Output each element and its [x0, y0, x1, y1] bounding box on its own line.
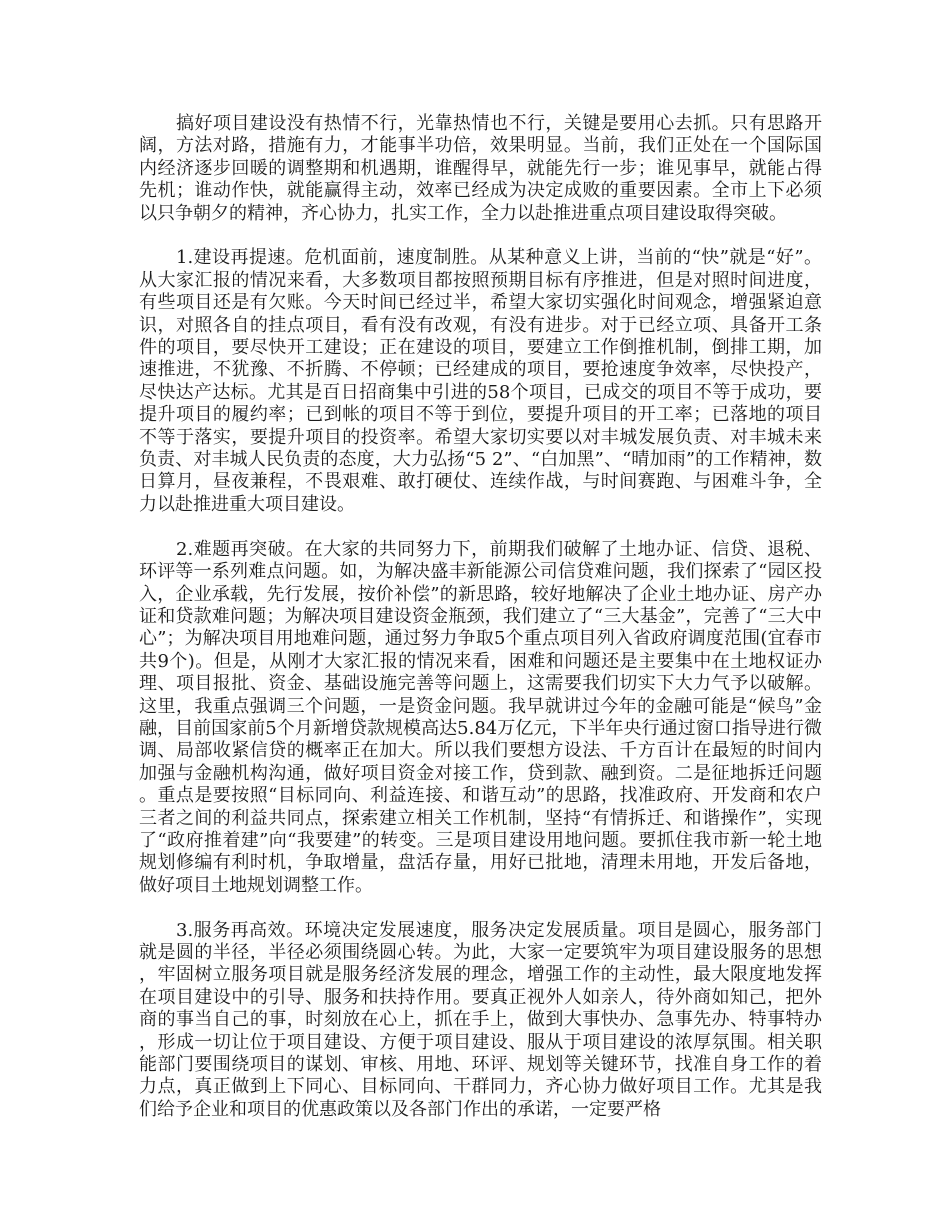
paragraph-intro: 搞好项目建设没有热情不行，光靠热情也不行，关键是要用心去抓。只有思路开阔，方法对路，措施有力，才能事半功倍，效果明显。当前，我们正处在一个国际国内经济逐步回暖的调整期和机遇期，谁醒得早，就能先行一步；谁见事早，就能占得先机；谁动作快，就能赢得主动，效率已经成为决定成败的重要因素。全市上下必须以只争朝夕的精神，齐心协力，扎实工作，全力以赴推进重点项目建设取得突破。: [139, 113, 822, 224]
paragraph-service: 3.服务再高效。环境决定发展速度，服务决定发展质量。项目是圆心，服务部门就是圆的半径，半径必须围绕圆心转。为此，大家一定要筑牢为项目建设服务的思想，牢固树立服务项目就是服务经济发展的理念，增强工作的主动性，最大限度地发挥在项目建设中的引导、服务和扶持作用。要真正视外人如亲人，待外商如知己，把外商的事当自己的事，时刻放在心上，抓在手上，做到大事快办、急事先办、特事特办，形成一切让位于项目建设、方便于项目建设、服从于项目建设的浓厚氛围。相关职能部门要围绕项目的谋划、审核、用地、环评、规划等关键环节，找准自身工作的着力点，真正做到上下同心、目标同向、干群同力，齐心协力做好项目工作。尤其是我们给予企业和项目的优惠政策以及各部门作出的承诺，一定要严格: [139, 919, 822, 1120]
document-page: [139, 113, 822, 1121]
paragraph-problems: 2.难题再突破。在大家的共同努力下，前期我们破解了土地办证、信贷、退税、环评等一系列难点问题。如，为解决盛丰新能源公司信贷难问题，我们探索了“园区投入，企业承载，先行发展，按价补偿”的新思路，较好地解决了企业土地办证、房产办证和贷款难问题；为解决项目建设资金瓶颈，我们建立了“三大基金”，完善了“三大中心”；为解决项目用地难问题，通过努力争取5个重点项目列入省政府调度范围(宜春市共9个)。但是，从刚才大家汇报的情况来看，困难和问题还是主要集中在土地权证办理、项目报批、资金、基础设施完善等问题上，这需要我们切实下大力气予以破解。这里，我重点强调三个问题，一是资金问题。我早就讲过今年的金融可能是“候鸟”金融，目前国家前5个月新增贷款规模高达5.84万亿元，下半年央行通过窗口指导进行微调、局部收紧信贷的概率正在加大。所以我们要想方设法、千方百计在最短的时间内加强与金融机构沟通，做好项目资金对接工作，贷到款、融到资。二是征地拆迁问题。重点是要按照“目标同向、利益连接、和谐互动”的思路，找准政府、开发商和农户三者之间的利益共同点，探索建立相关工作机制，坚持“有情拆迁、和谐操作”，实现了“政府推着建”向“我要建”的转变。三是项目建设用地问题。要抓住我市新一轮土地规划修编有利时机，争取增量，盘活存量，用好已批地，清理未用地，开发后备地，做好项目土地规划调整工作。: [139, 538, 822, 896]
paragraph-speed: 1.建设再提速。危机面前，速度制胜。从某种意义上讲，当前的“快”就是“好”。从大家汇报的情况来看，大多数项目都按照预期目标有序推进，但是对照时间进度，有些项目还是有欠账。今天时间已经过半，希望大家切实强化时间观念，增强紧迫意识，对照各自的挂点项目，看有没有改观，有没有进步。对于已经立项、具备开工条件的项目，要尽快开工建设；正在建设的项目，要建立工作倒推机制，倒排工期，加速推进，不犹豫、不折腾、不停顿；已经建成的项目，要抢速度争效率，尽快投产，尽快达产达标。尤其是百日招商集中引进的58个项目，已成交的项目不等于成功，要提升项目的履约率；已到帐的项目不等于到位，要提升项目的开工率；已落地的项目不等于落实，要提升项目的投资率。希望大家切实要以对丰城发展负责、对丰城未来负责、对丰城人民负责的态度，大力弘扬“5 2”、“白加黑”、“晴加雨”的工作精神，数日算月，昼夜兼程，不畏艰难、敢打硬仗、连续作战，与时间赛跑、与困难斗争，全力以赴推进重大项目建设。: [139, 247, 822, 515]
